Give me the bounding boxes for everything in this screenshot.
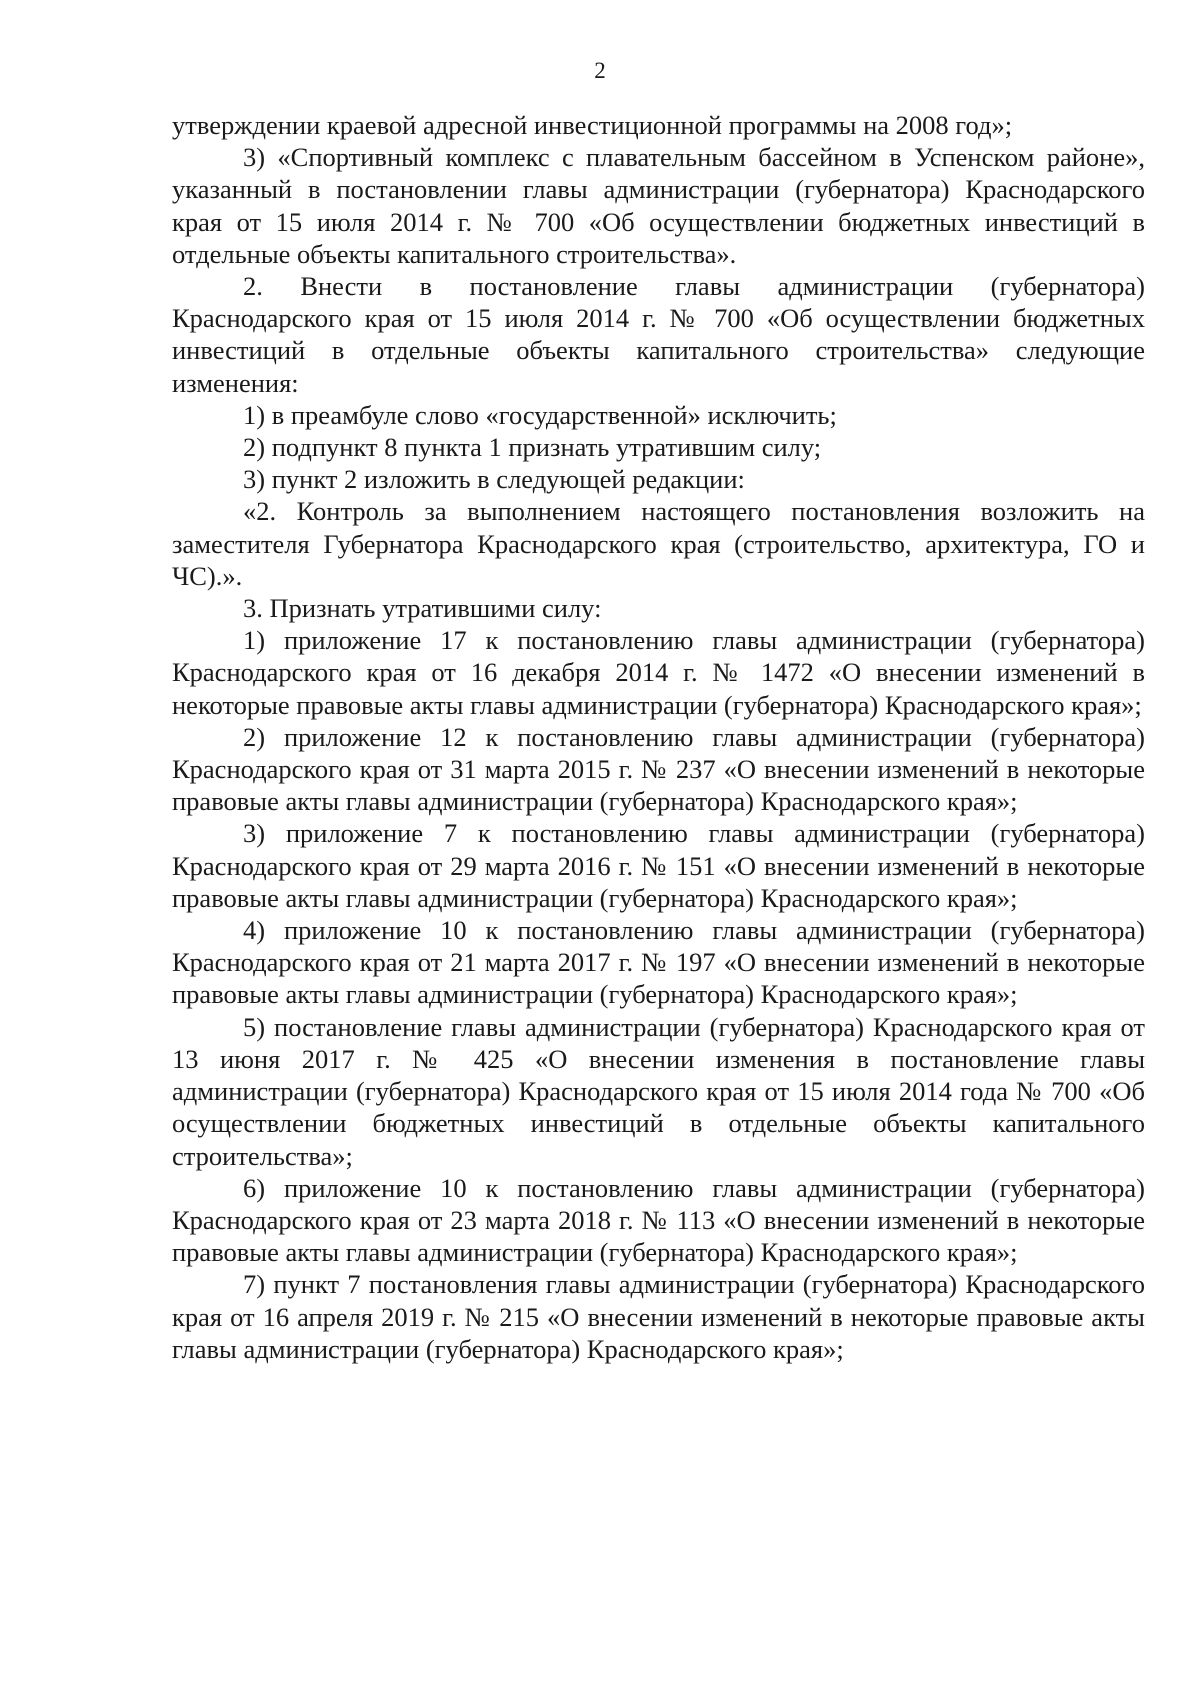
paragraph: 2. Внести в постановление главы администрации (губернатора) Краснодарского края от 15 июля 2014 г. № 700 «Об осуществлении бюджетных инвестиций в отдельные объекты капитального строительства» следующие изменения: [172, 271, 1145, 398]
paragraph: 6) приложение 10 к постановлению главы администрации (губернатора) Краснодарского края от 23 марта 2018 г. № 113 «О внесении изменений в некоторые правовые акты главы администрации (губернатора) Краснодарского края»; [172, 1172, 1145, 1268]
paragraph: 3) «Спортивный комплекс с плавательным бассейном в Успенском районе», указанный в постановлении главы администрации (губернатора) Краснодарского края от 15 июля 2014 г. № 700 «Об осуществлении бюджетных инвестиций в отдельные объекты капитального строительства». [172, 142, 1145, 269]
paragraph: 7) пункт 7 постановления главы администрации (губернатора) Краснодарского края от 16 апреля 2019 г. № 215 «О внесении изменений в некоторые правовые акты главы администрации (губернатора) Краснодарского края»; [172, 1269, 1145, 1364]
paragraph: 1) в преамбуле слово «государственной» исключить; [243, 399, 837, 430]
paragraph: 3. Признать утратившими силу: [243, 593, 602, 624]
paragraph: 4) приложение 10 к постановлению главы администрации (губернатора) Краснодарского края от 21 марта 2017 г. № 197 «О внесении изменений в некоторые правовые акты главы администрации (губернатора) Краснодарского края»; [172, 915, 1145, 1010]
paragraph: 5) постановление главы администрации (губернатора) Краснодарского края от 13 июня 2017 г. № 425 «О внесении изменения в постановление главы администрации (губернатора) Краснодарского края от 15 июля 2014 года № 700 «Об осуществлении бюджетных инвестиций в отдельные объекты капитального строительства»; [172, 1011, 1145, 1171]
paragraph: 2) подпункт 8 пункта 1 признать утратившим силу; [243, 432, 822, 463]
paragraph: «2. Контроль за выполнением настоящего постановления возложить на заместителя Губернатора Краснодарского края (строительство, архитектура, ГО и ЧС).». [172, 496, 1145, 591]
paragraph: утверждении краевой адресной инвестиционной программы на 2008 год»; [172, 110, 1013, 140]
paragraph: 3) приложение 7 к постановлению главы администрации (губернатора) Краснодарского края от 29 марта 2016 г. № 151 «О внесении изменений в некоторые правовые акты главы администрации (губернатора) Краснодарского края»; [172, 818, 1145, 913]
page-number: 2 [594, 58, 606, 83]
paragraph: 3) пункт 2 изложить в следующей редакции: [243, 464, 745, 495]
paragraph: 1) приложение 17 к постановлению главы администрации (губернатора) Краснодарского края от 16 декабря 2014 г. № 1472 «О внесении изменений в некоторые правовые акты главы администрации (губернатора) Краснодарского края»; [172, 625, 1145, 720]
paragraph: 2) приложение 12 к постановлению главы администрации (губернатора) Краснодарского края от 31 марта 2015 г. № 237 «О внесении изменений в некоторые правовые акты главы администрации (губернатора) Краснодарского края»; [172, 721, 1145, 817]
document-body [172, 109, 1145, 1365]
